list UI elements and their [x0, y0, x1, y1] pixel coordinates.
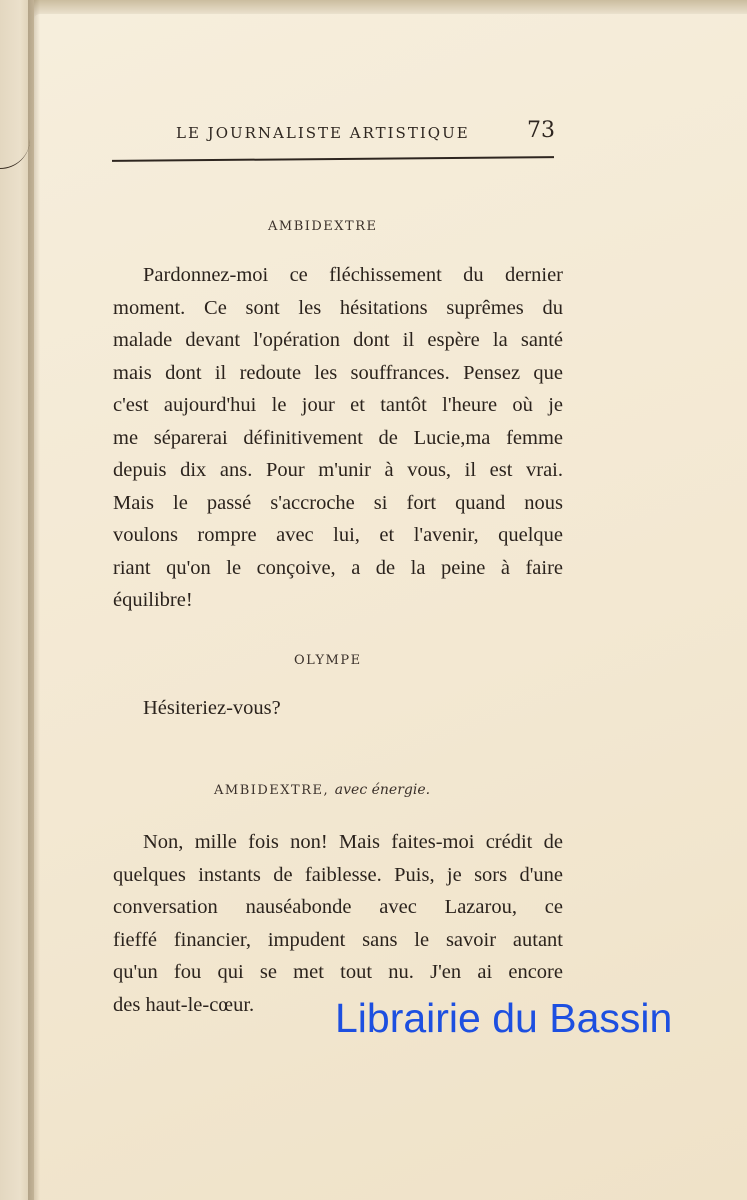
text-line: conversation nauséabonde avec Lazarou, ce — [113, 896, 563, 918]
speaker-name: AMBIDEXTRE, — [214, 783, 330, 798]
running-head: LE JOURNALISTE ARTISTIQUE — [176, 124, 470, 142]
speech-paragraph — [113, 259, 563, 617]
text-line: moment. Ce sont les hésitations suprêmes du — [113, 296, 563, 319]
gutter-shadow — [28, 0, 40, 1200]
text-line: Pardonnez-moi ce fléchissement du dernier — [143, 264, 563, 286]
text-line: fieffé financier, impudent sans le savoir autant — [113, 928, 563, 951]
text-line: riant qu'on le conçoive, a de la peine à faire — [113, 556, 563, 579]
page-number: 73 — [527, 118, 555, 143]
watermark: Librairie du Bassin — [335, 995, 673, 1041]
text-line: équilibre! — [113, 589, 193, 611]
text-line: malade devant l'opération dont il espère la santé — [113, 329, 563, 351]
text-line: Non, mille fois non! Mais faites-moi crédit de — [143, 831, 563, 853]
speaker-label — [214, 782, 430, 798]
speaker-label: AMBIDEXTRE — [268, 219, 378, 234]
speech-paragraph — [113, 692, 563, 725]
stage-direction: avec énergie. — [334, 782, 431, 798]
text-line: Mais le passé s'accroche si fort quand nous — [113, 491, 563, 514]
text-line: depuis dix ans. Pour m'unir à vous, il est vrai. — [113, 459, 563, 481]
text-line: quelques instants de faiblesse. Puis, je sors d'une — [113, 863, 563, 886]
text-line: Hésiteriez-vous? — [143, 697, 281, 719]
speaker-label: OLYMPE — [294, 653, 362, 668]
speech-paragraph — [113, 826, 563, 1021]
text-line: c'est aujourd'hui le jour et tantôt l'heure où je — [113, 394, 563, 416]
text-line: mais dont il redoute les souffrances. Pensez que — [113, 361, 563, 384]
text-line: qu'un fou qui se met tout nu. J'en ai encore — [113, 961, 563, 983]
text-line: me séparerai définitivement de Lucie,ma femme — [113, 426, 563, 449]
text-line: des haut-le-cœur. — [113, 993, 255, 1016]
text-line: voulons rompre avec lui, et l'avenir, quelque — [113, 524, 563, 546]
